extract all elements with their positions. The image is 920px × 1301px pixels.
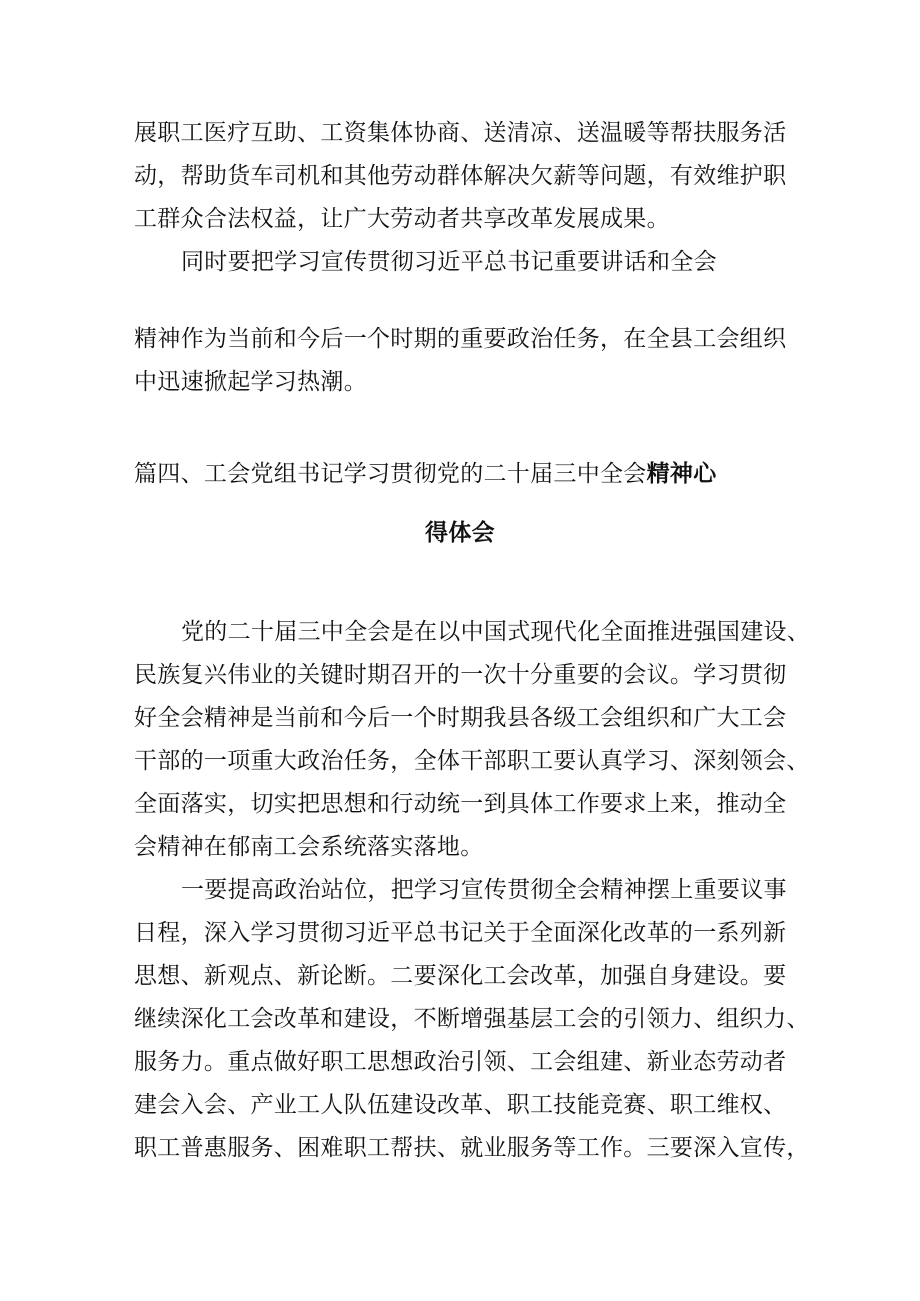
second-paragraph-line-3: 中迅速掀起学习热潮。 (134, 369, 367, 395)
body-paragraph-2-line-4: 继续深化工会改革和建设，不断增强基层工会的引领力、组织力、 (134, 1006, 810, 1032)
intro-line-1: 展职工医疗互助、工资集体协商、送清凉、送温暖等帮扶服务活 (134, 120, 787, 146)
second-paragraph-line-1: 同时要把学习宣传贯彻习近平总书记重要讲话和全会 (181, 249, 717, 275)
section-heading-line-2: 得体会 (425, 520, 495, 546)
body-paragraph-1-line-3: 好全会精神是当前和今后一个时期我县各级工会组织和广大工会 (134, 705, 787, 731)
intro-line-3: 工群众合法权益，让广大劳动者共享改革发展成果。 (134, 206, 670, 232)
body-paragraph-1-line-4: 干部的一项重大政治任务，全体干部职工要认真学习、深刻领会、 (134, 748, 810, 774)
section-heading-prefix: 篇四、工会党组书记学习贯彻党的二十届三中全会 (134, 461, 647, 487)
intro-line-2: 动，帮助货车司机和其他劳动群体解决欠薪等问题，有效维护职 (134, 163, 787, 189)
second-paragraph-line-2: 精神作为当前和今后一个时期的重要政治任务，在全县工会组织 (134, 326, 787, 352)
body-paragraph-1-line-5: 全面落实，切实把思想和行动统一到具体工作要求上来，推动全 (134, 791, 787, 817)
body-paragraph-2-line-3: 思想、新观点、新论断。二要深化工会改革，加强自身建设。要 (134, 963, 787, 989)
body-paragraph-1-line-2: 民族复兴伟业的关键时期召开的一次十分重要的会议。学习贯彻 (134, 662, 787, 688)
body-paragraph-1-line-1: 党的二十届三中全会是在以中国式现代化全面推进强国建设、 (181, 619, 811, 645)
body-paragraph-2-line-5: 服务力。重点做好职工思想政治引领、工会组建、新业态劳动者 (134, 1049, 787, 1075)
body-paragraph-2-line-2: 日程，深入学习贯彻习近平总书记关于全面深化改革的一系列新 (134, 920, 787, 946)
body-paragraph-2-line-7: 职工普惠服务、困难职工帮扶、就业服务等工作。三要深入宣传， (134, 1135, 810, 1161)
section-heading-line-1 (134, 459, 717, 489)
section-heading-bold: 精神心 (646, 461, 717, 487)
body-paragraph-2-line-6: 建会入会、产业工人队伍建设改革、职工技能竞赛、职工维权、 (134, 1092, 787, 1118)
body-paragraph-1-line-6: 会精神在郁南工会系统落实落地。 (134, 834, 484, 860)
body-paragraph-2-line-1: 一要提高政治站位，把学习宣传贯彻全会精神摆上重要议事 (181, 877, 787, 903)
